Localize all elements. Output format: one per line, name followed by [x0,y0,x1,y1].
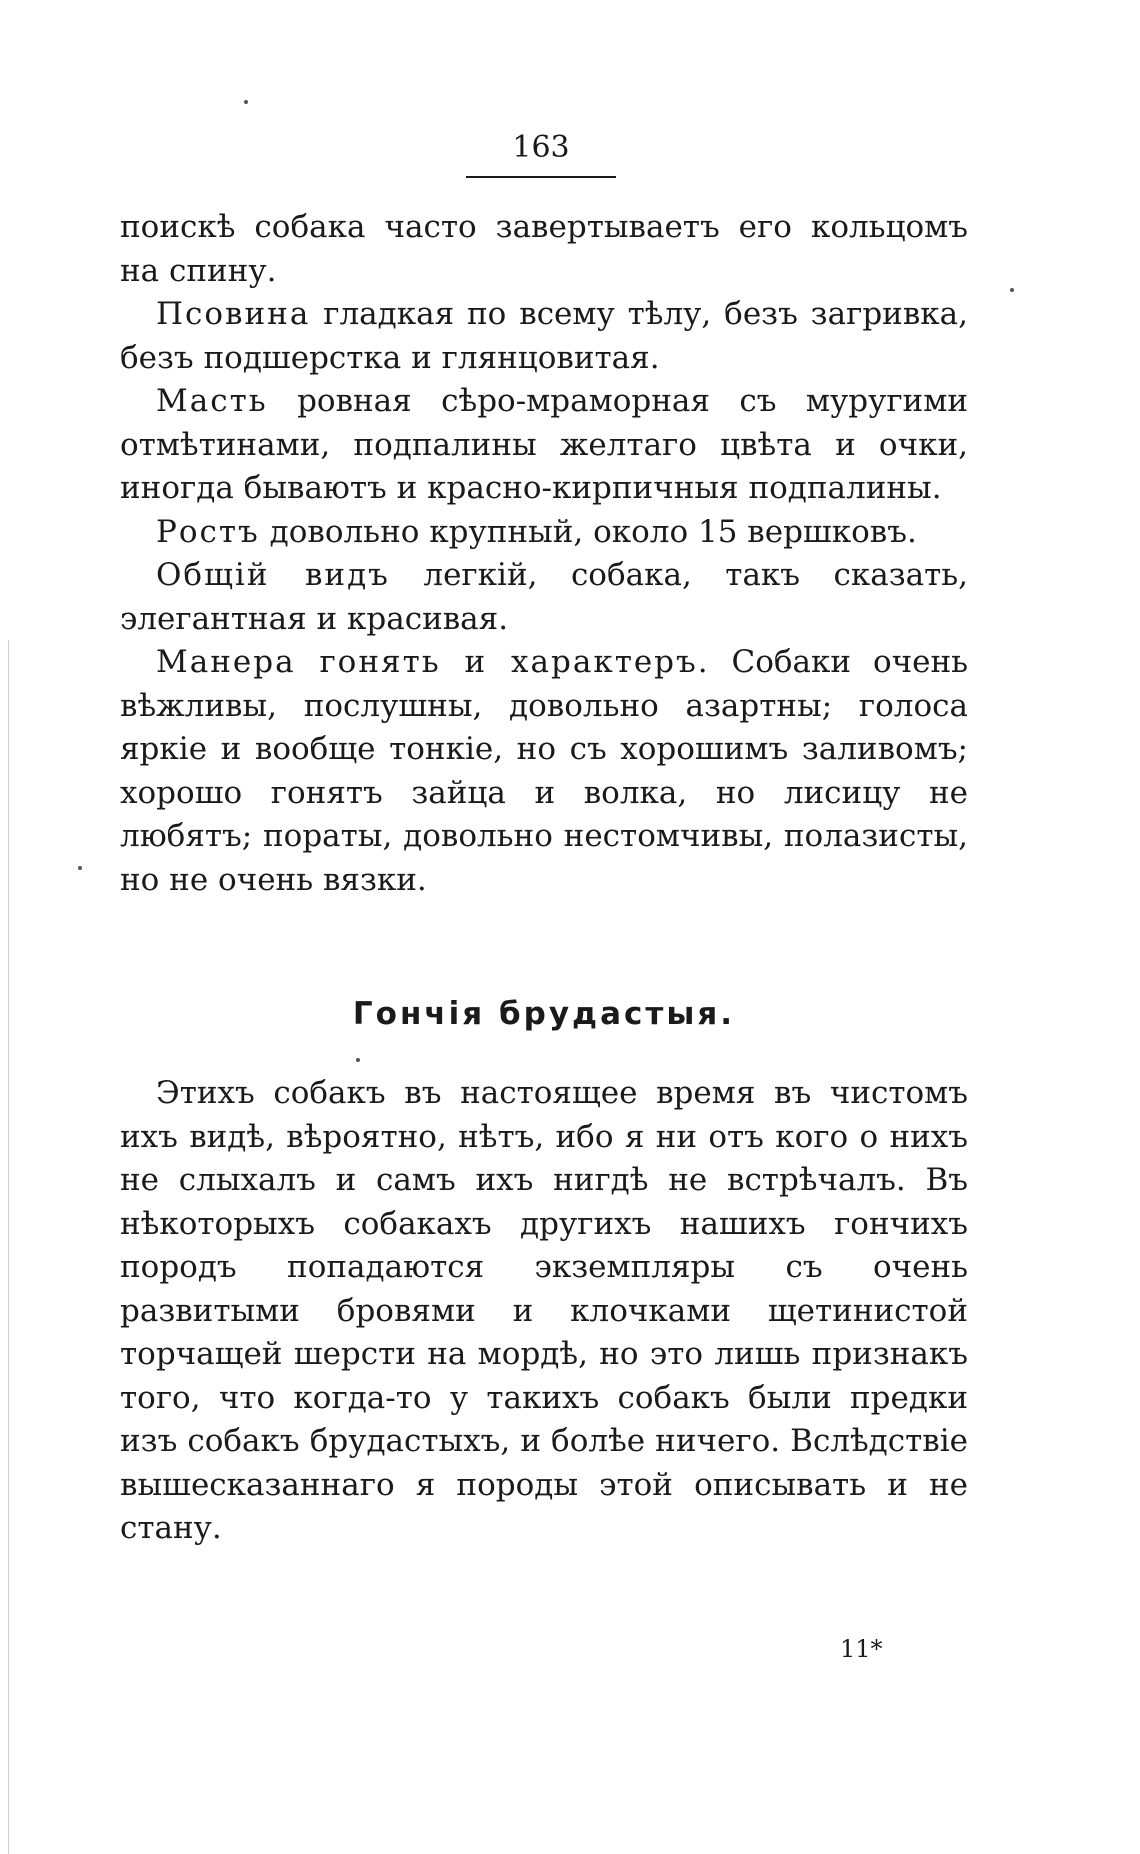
print-speck [1010,288,1014,292]
term-color: Масть [156,383,268,419]
section-heading: Гончія брудастыя. [352,996,736,1032]
header-rule [466,176,616,178]
paragraph-general-view [120,554,968,641]
term-manner: Манера гонять и характеръ. [156,644,710,680]
signature-mark: 11* [840,1635,883,1663]
paragraph-coat [120,293,968,380]
paragraph-manner [120,641,968,902]
paragraph-height [120,511,968,555]
term-coat: Псовина [156,296,311,332]
term-height: Ростъ [156,513,260,550]
breed-description [120,206,968,902]
section-paragraph: Этихъ собакъ въ настоящее время въ чистомъ ихъ видѣ, вѣроятно, нѣтъ, ибо я ни отъ кого о нихъ не слыхалъ и самъ ихъ нигдѣ не встрѣчалъ. Въ нѣкоторыхъ собакахъ другихъ нашихъ гончихъ породъ попадаются экземпляры съ очень развитыми бровями и клочками щетинистой торчащей шерсти на мордѣ, но это лишь признакъ того, что когда-то у такихъ собакъ были предки изъ собакъ брудастыхъ, и болѣе ничего. Вслѣдствіе вышесказаннаго я породы этой описывать и не стану. [120,1075,968,1546]
text-height: довольно крупный, около 15 вершковъ. [269,513,917,550]
term-general-view: Общій видъ [156,557,390,593]
page-number: 163 [512,130,570,165]
text-manner: Собаки очень вѣжливы, послушны, довольно азартны; голоса яркіе и вообще тонкіе, но съ хорошимъ заливомъ; хорошо гонятъ зайца и волка, но лисицу не любятъ; пораты, довольно нестомчивы, полазисты, но не очень вязки. [120,644,968,898]
print-speck [356,1058,360,1062]
print-speck [244,100,248,104]
print-speck [78,866,82,870]
text-general-view: легкій, собака, такъ сказать, элегантная и красивая. [120,557,968,637]
text-coat: гладкая по всему тѣлу, безъ загривка, безъ подшерстка и глянцовитая. [120,296,968,376]
page-edge-line [8,640,9,1854]
section-body [120,1072,968,1551]
paragraph-color [120,380,968,511]
paragraph-continuation: поискѣ собака часто завертываетъ его кольцомъ на спину. [120,209,968,289]
text-color: ровная сѣро-мраморная съ муругими отмѣтинами, подпалины желтаго цвѣта и очки, иногда бываютъ и красно-кирпичныя подпалины. [120,383,968,506]
